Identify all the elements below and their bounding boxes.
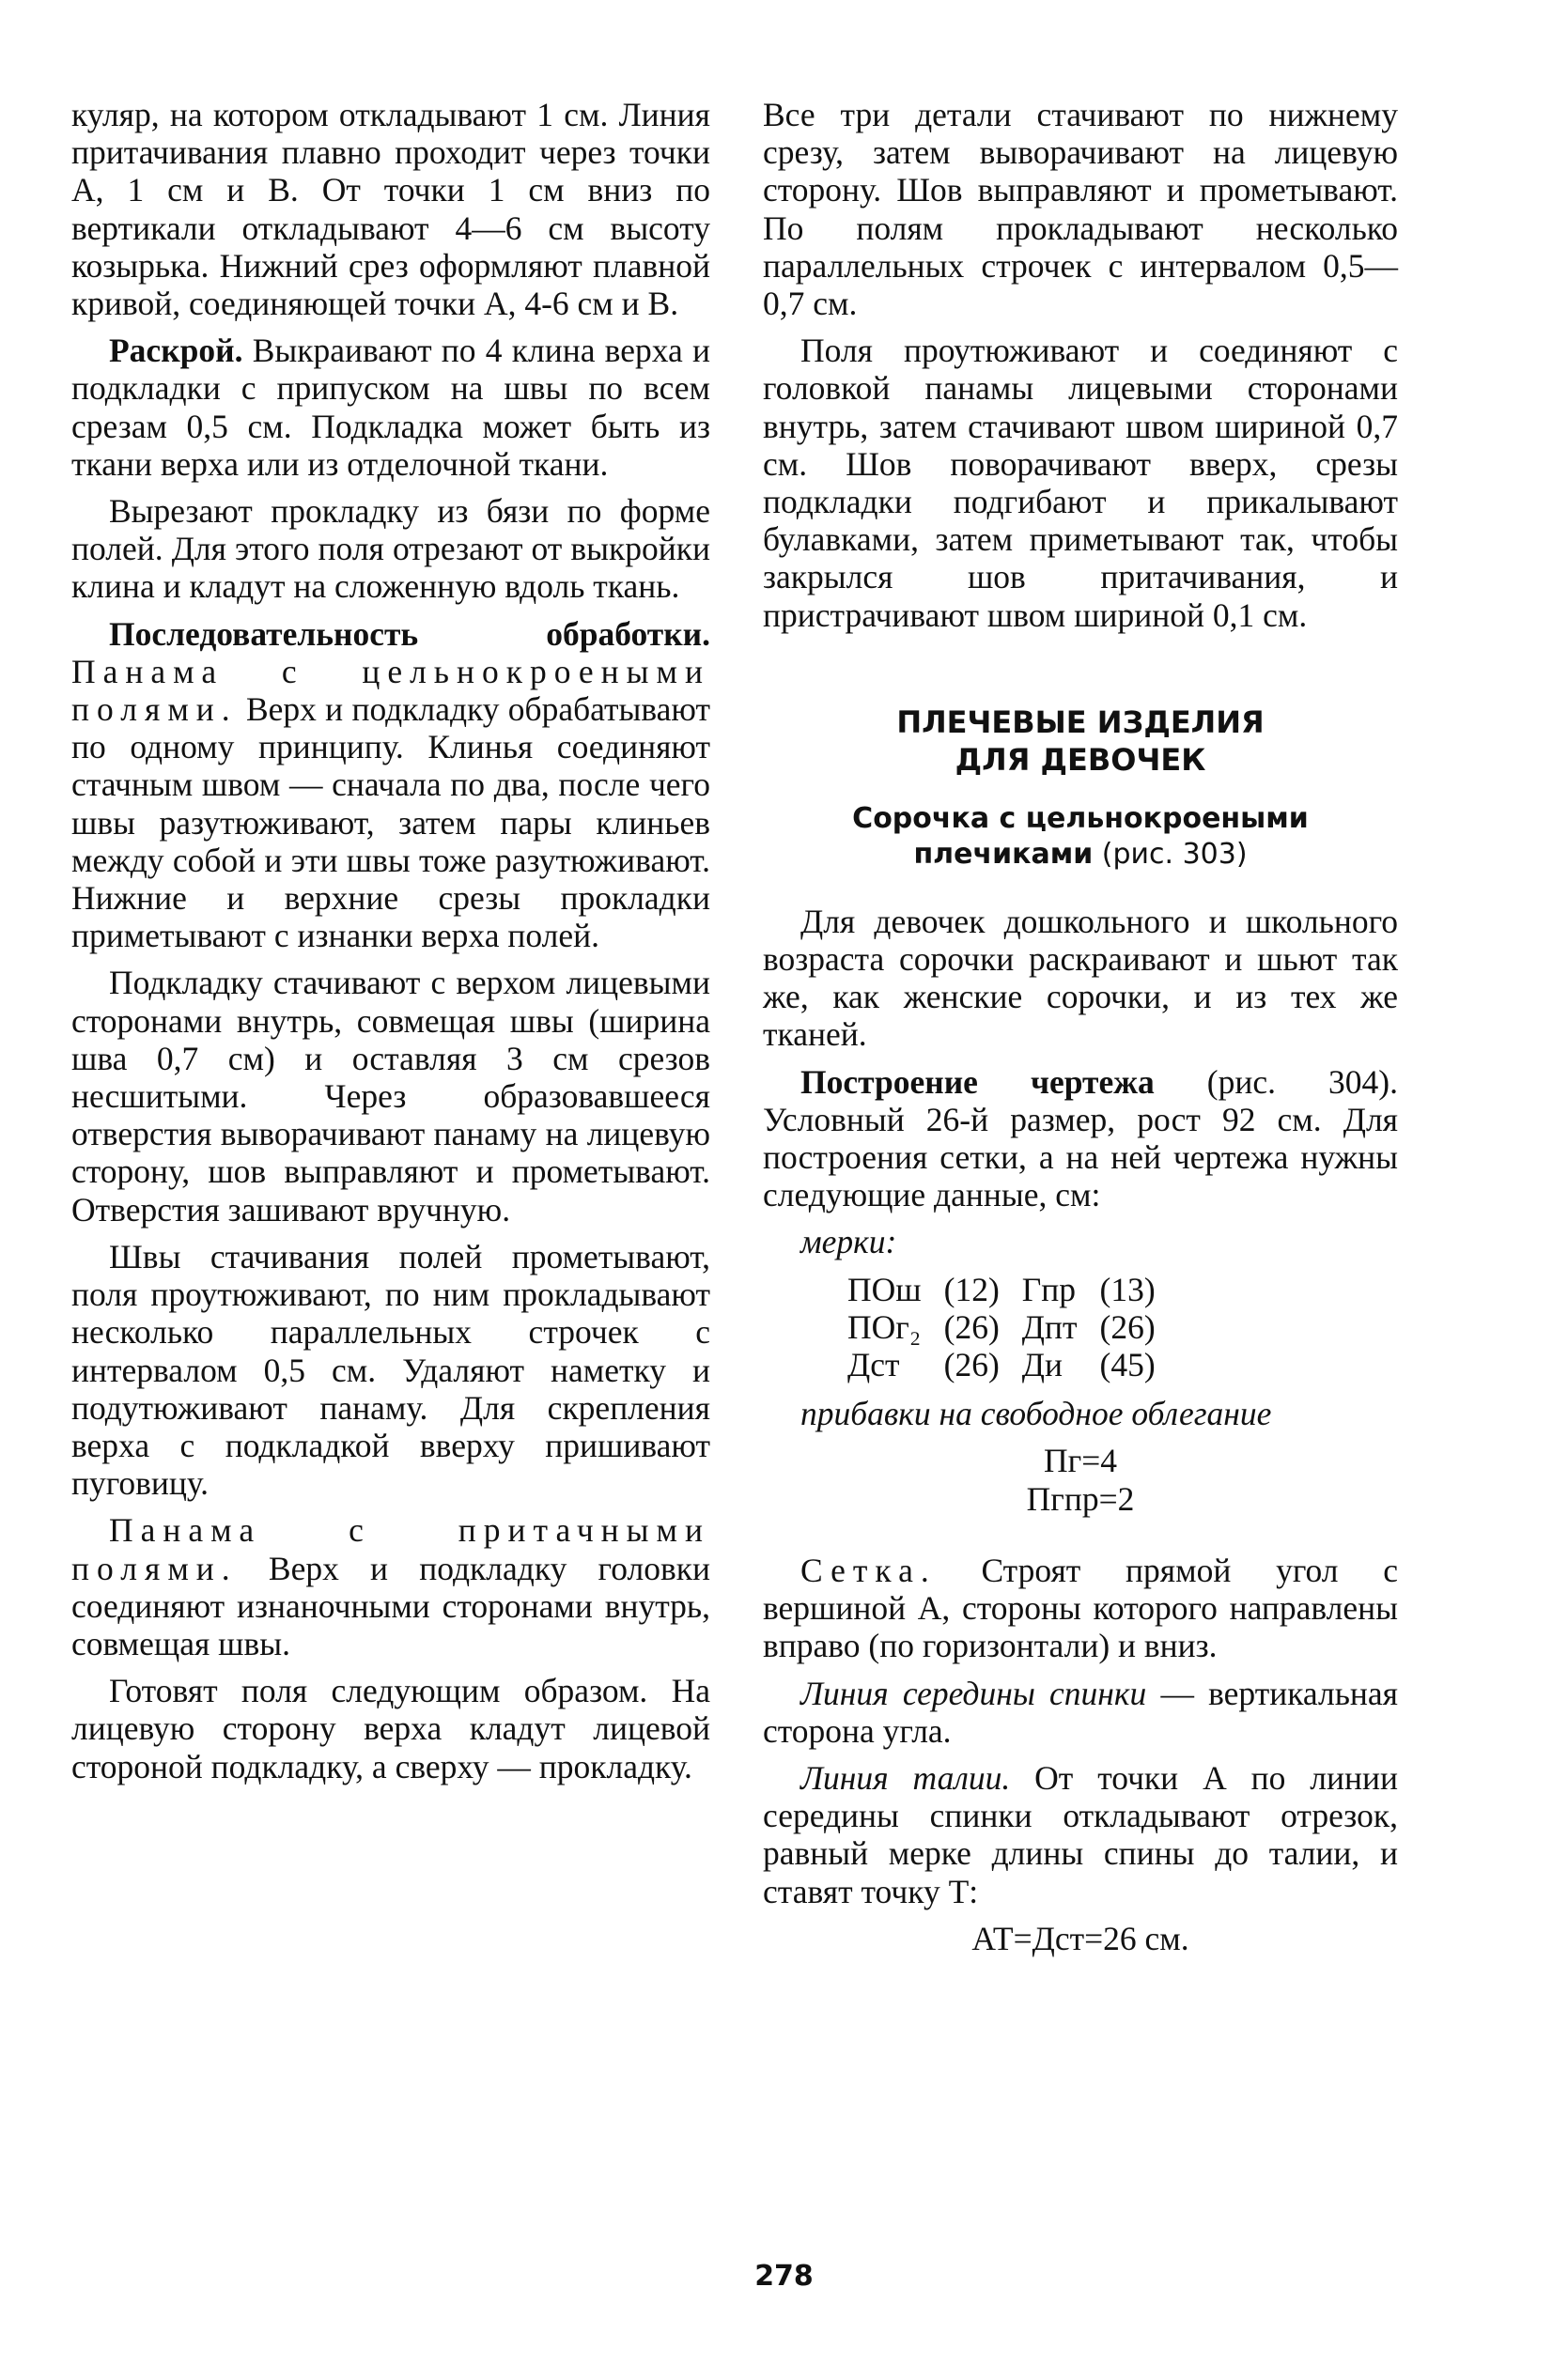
table-row bbox=[847, 1271, 1178, 1308]
spaced-subheading: Сетка. bbox=[800, 1551, 937, 1589]
paragraph bbox=[763, 1063, 1398, 1214]
paragraph bbox=[763, 1675, 1398, 1750]
paragraph bbox=[763, 1552, 1398, 1665]
page-number: 278 bbox=[754, 2260, 814, 2293]
paragraph: Подкладку стачивают с верхом лицевыми сторонами внутрь, совмещая швы (ширина шва 0,7 см) и оставляя 3 см срезов несшитыми. Через образовавшееся отверстия выворачивают панаму на лицевую сторону, шов выправляют и прометывают. Отверстия зашивают вручную. bbox=[71, 964, 710, 1229]
left-column bbox=[71, 96, 710, 1795]
run-in-heading: Последовательность обработки. bbox=[109, 614, 710, 653]
run-in-heading: Раскрой. bbox=[109, 332, 243, 370]
right-column bbox=[763, 96, 1398, 1967]
paragraph-text: Строят прямой угол с вершиной А, стороны которого направлены вправо (по горизонтали) и вниз. bbox=[763, 1551, 1398, 1665]
italic-term: Линия талии. bbox=[800, 1758, 1011, 1797]
section-heading: ПЛЕЧЕВЫЕ ИЗДЕЛИЯ bbox=[896, 703, 1265, 740]
table-row bbox=[847, 1346, 1178, 1383]
paragraph: куляр, на котором откладывают 1 см. Линия притачивания плавно проходит через точки А, 1 см и В. От точки 1 см вниз по вертикали откладывают 4—6 см высоту козырька. Нижний срез оформляют плавной кривой, соединяющей точки А, 4-6 см и В. bbox=[71, 96, 710, 323]
table-cell: (26) bbox=[943, 1346, 1000, 1384]
paragraph bbox=[71, 1511, 710, 1662]
paragraph-text: От точки А по линии середины спинки откладывают отрезок, равный мерке длины спины до талии, и ставят точку Т: bbox=[763, 1758, 1398, 1910]
measures-label: мерки: bbox=[800, 1223, 897, 1261]
section-heading: ДЛЯ ДЕВОЧЕК bbox=[955, 741, 1206, 778]
paragraph: Для девочек дошкольного и школьного возраста сорочки раскраивают и шьют так же, как женские сорочки, и из тех же тканей. bbox=[763, 902, 1398, 1054]
paragraph-text: Верх и подкладку головки соединяют изнаночными сторонами внутрь, совмещая швы. bbox=[71, 1549, 710, 1662]
subheading-text: Сорочка с цельнокроеными bbox=[852, 801, 1309, 835]
table-row bbox=[847, 1308, 1178, 1346]
paragraph: Вырезают прокладку из бязи по форме полей. Для этого поля отрезают от выкройки клина и кладут на сложенную вдоль ткань. bbox=[71, 492, 710, 606]
formula: АТ=Дст=26 см. bbox=[971, 1919, 1189, 1957]
table-cell: Ди bbox=[1021, 1346, 1063, 1384]
table-cell: (13) bbox=[1099, 1270, 1156, 1308]
paragraph-text: (рис. 304). Условный 26-й размер, рост 92 см. Для построения сетки, а на ней чертежа нужны следующие данные, см: bbox=[763, 1062, 1398, 1214]
italic-term: Линия середины спинки bbox=[800, 1674, 1147, 1712]
table-cell: Дпт bbox=[1021, 1307, 1078, 1346]
subsection-heading bbox=[763, 801, 1398, 837]
figure-reference: (рис. 303) bbox=[1093, 837, 1248, 871]
paragraph: Все три детали стачивают по нижнему срезу, затем выворачивают на лицевую сторону. Шов выправляют и прометывают. По полям прокладывают несколько параллельных строчек с интервалом 0,5—0,7 см. bbox=[763, 96, 1398, 323]
spaced-subheading: Панама с цельнокроеными полями. bbox=[71, 652, 710, 729]
table-cell: (26) bbox=[1099, 1307, 1156, 1346]
table-cell: ПОг₂ bbox=[847, 1307, 922, 1346]
paragraph: Готовят поля следующим образом. На лицевую сторону верха кладут лицевой стороной подкладку, а сверху — прокладку. bbox=[71, 1672, 710, 1785]
formula: Пг=4 bbox=[1044, 1442, 1117, 1480]
table-cell: Дст bbox=[847, 1346, 900, 1384]
table-cell: (12) bbox=[943, 1270, 1000, 1308]
table-cell: (26) bbox=[943, 1307, 1000, 1346]
subsection-heading bbox=[763, 837, 1398, 873]
paragraph bbox=[71, 615, 710, 955]
run-in-heading: Построение чертежа bbox=[800, 1062, 1155, 1101]
table-cell: Гпр bbox=[1021, 1270, 1077, 1308]
formula: Пгпр=2 bbox=[1026, 1479, 1135, 1518]
paragraph-text: Верх и подкладку обрабатывают по одному принципу. Клинья соединяют стачным швом — сначала по два, после чего швы разутюживают, затем пары клиньев между собой и эти швы тоже разутюживают. Нижние и верхние срезы прокладки приметывают с изнанки верха полей. bbox=[71, 690, 710, 955]
spaced-subheading: Панама с притачными полями. bbox=[71, 1511, 710, 1587]
paragraph: Поля проутюживают и соединяют с головкой панамы лицевыми сторонами внутрь, затем стачивают швом шириной 0,7 см. Шов поворачивают вверх, срезы подкладки подгибают и прикалывают булавками, затем приметывают так, чтобы закрылся шов притачивания, и пристрачивают швом шириной 0,1 см. bbox=[763, 332, 1398, 634]
paragraph: Швы стачивания полей прометывают, поля проутюживают, по ним прокладывают несколько параллельных строчек с интервалом 0,5 см. Удаляют наметку и подутюживают панаму. Для скрепления верха с подкладкой вверху пришивают пуговицу. bbox=[71, 1237, 710, 1503]
paragraph bbox=[71, 332, 710, 483]
subheading-text: плечиками bbox=[913, 837, 1094, 871]
table-cell: (45) bbox=[1099, 1346, 1156, 1384]
table-cell: ПОш bbox=[847, 1270, 922, 1308]
paragraph-text: Выкраивают по 4 клина верха и подкладки с припуском на швы по всем срезам 0,5 см. Подкладка может быть из ткани верха или из отделочной ткани. bbox=[71, 332, 710, 483]
allowances-label: прибавки на свободное облегание bbox=[800, 1395, 1272, 1433]
paragraph bbox=[763, 1759, 1398, 1910]
paragraph-text: — вертикальная сторона угла. bbox=[763, 1674, 1398, 1750]
measures-table bbox=[847, 1271, 1178, 1384]
